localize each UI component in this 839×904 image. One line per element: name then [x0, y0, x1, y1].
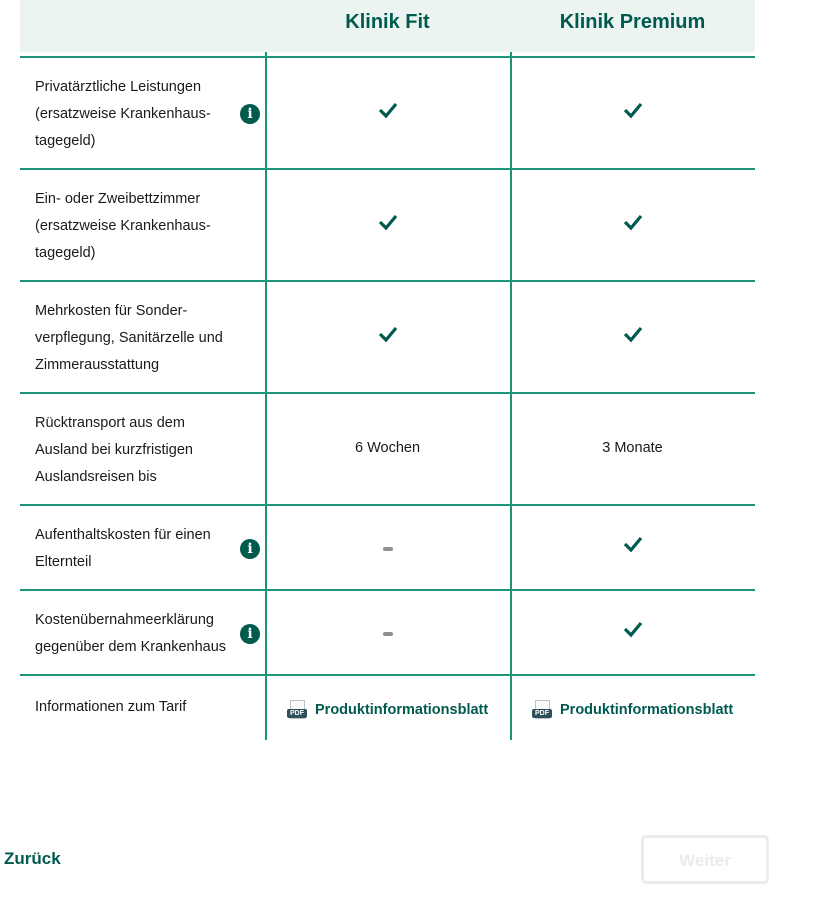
table-row [20, 392, 755, 504]
info-icon[interactable]: i [240, 624, 260, 644]
check-icon [622, 324, 644, 344]
klinik-premium-cell [510, 324, 755, 348]
pdf-icon: PDF [532, 700, 554, 720]
klinik-fit-cell [265, 624, 510, 640]
info-icon[interactable]: i [240, 104, 260, 124]
klinik-fit-cell [265, 100, 510, 124]
row-label: Kostenübernahmeerklärung gegenüber dem Krankenhaus [35, 612, 227, 655]
table-row [20, 280, 755, 392]
table-row [20, 56, 755, 168]
pdf-link-label: Produktinformationsblatt [315, 702, 489, 718]
table-row-tarif-info [20, 674, 755, 738]
check-icon [622, 100, 644, 120]
back-link[interactable]: Zurück [4, 849, 61, 868]
dash-icon [383, 632, 393, 636]
klinik-premium-cell [510, 100, 755, 124]
klinik-premium-cell [510, 212, 755, 236]
klinik-fit-cell [265, 324, 510, 348]
row-label: Aufenthaltskosten für einen Elternteil [35, 527, 211, 570]
row-label: Ein- oder Zweibettzimmer (ersatzweise Krankenhaus- tagegeld) [35, 191, 211, 261]
pdf-icon: PDF [287, 700, 309, 720]
info-icon[interactable]: i [240, 539, 260, 559]
table-row [20, 589, 755, 674]
klinik-fit-value: 6 Wochen [354, 440, 421, 456]
column-title-klinik-premium: Klinik Premium [559, 11, 706, 33]
klinik-fit-pdf-link[interactable] [287, 700, 488, 720]
check-icon [377, 212, 399, 232]
klinik-fit-cell [265, 539, 510, 555]
row-label: Rücktransport aus dem Ausland bei kurzfristigen Auslandsreisen bis [35, 415, 193, 485]
klinik-premium-cell [510, 619, 755, 643]
check-icon [377, 100, 399, 120]
table-header [20, 0, 755, 52]
check-icon [377, 324, 399, 344]
row-label: Privatärztliche Leistungen (ersatzweise Krankenhaus- tagegeld) [35, 79, 211, 149]
pdf-link-label: Produktinformationsblatt [560, 702, 734, 718]
table-row [20, 504, 755, 589]
table-row [20, 168, 755, 280]
check-icon [622, 212, 644, 232]
klinik-premium-cell [510, 534, 755, 558]
dash-icon [383, 547, 393, 551]
next-button[interactable]: Weiter [641, 835, 769, 884]
comparison-table [20, 56, 755, 738]
klinik-premium-value: 3 Monate [602, 440, 663, 456]
column-title-klinik-fit: Klinik Fit [345, 11, 430, 33]
row-label: Informationen zum Tarif [35, 699, 187, 715]
check-icon [622, 619, 644, 639]
klinik-fit-cell [265, 212, 510, 236]
check-icon [622, 534, 644, 554]
klinik-premium-pdf-link[interactable] [532, 700, 733, 720]
row-label: Mehrkosten für Sonder- verpflegung, Sanitärzelle und Zimmerausstattung [35, 303, 223, 373]
